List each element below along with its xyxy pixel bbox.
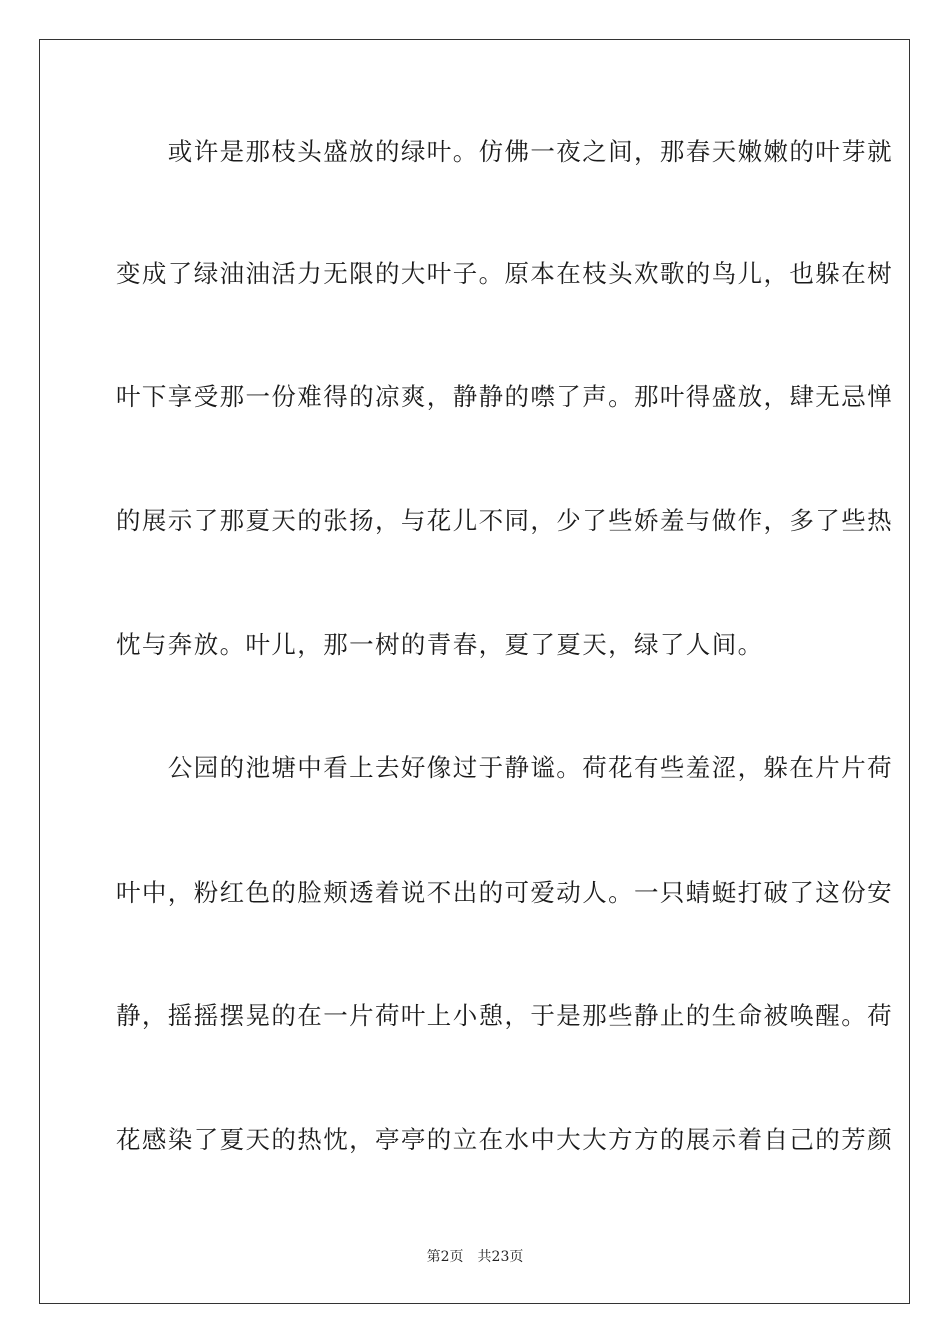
text-line: 的展示了那夏天的张扬，与花儿不同，少了些娇羞与做作，多了些热 (116, 506, 893, 535)
page-number: 第2页 (426, 1249, 464, 1265)
text-line: 花感染了夏天的热忱，亭亭的立在水中大大方方的展示着自己的芳颜 (116, 1125, 893, 1154)
text-line: 叶下享受那一份难得的凉爽，静静的噤了声。那叶得盛放，肆无忌惮 (116, 382, 893, 411)
text-line: 叶中，粉红色的脸颊透着说不出的可爱动人。一只蜻蜓打破了这份安 (116, 878, 893, 907)
text-line: 或许是那枝头盛放的绿叶。仿佛一夜之间，那春天嫩嫩的叶芽就 (116, 137, 893, 166)
text-line: 公园的池塘中看上去好像过于静谧。荷花有些羞涩，躲在片片荷 (116, 753, 893, 782)
text-line: 变成了绿油油活力无限的大叶子。原本在枝头欢歌的鸟儿，也躲在树 (116, 259, 893, 288)
page-footer (0, 1247, 950, 1267)
text-line: 忱与奔放。叶儿，那一树的青春，夏了夏天，绿了人间。 (116, 630, 764, 659)
page-border (39, 39, 910, 1304)
text-line: 静，摇摇摆晃的在一片荷叶上小憩，于是那些静止的生命被唤醒。荷 (116, 1001, 893, 1030)
page-total: 共23页 (477, 1249, 524, 1265)
